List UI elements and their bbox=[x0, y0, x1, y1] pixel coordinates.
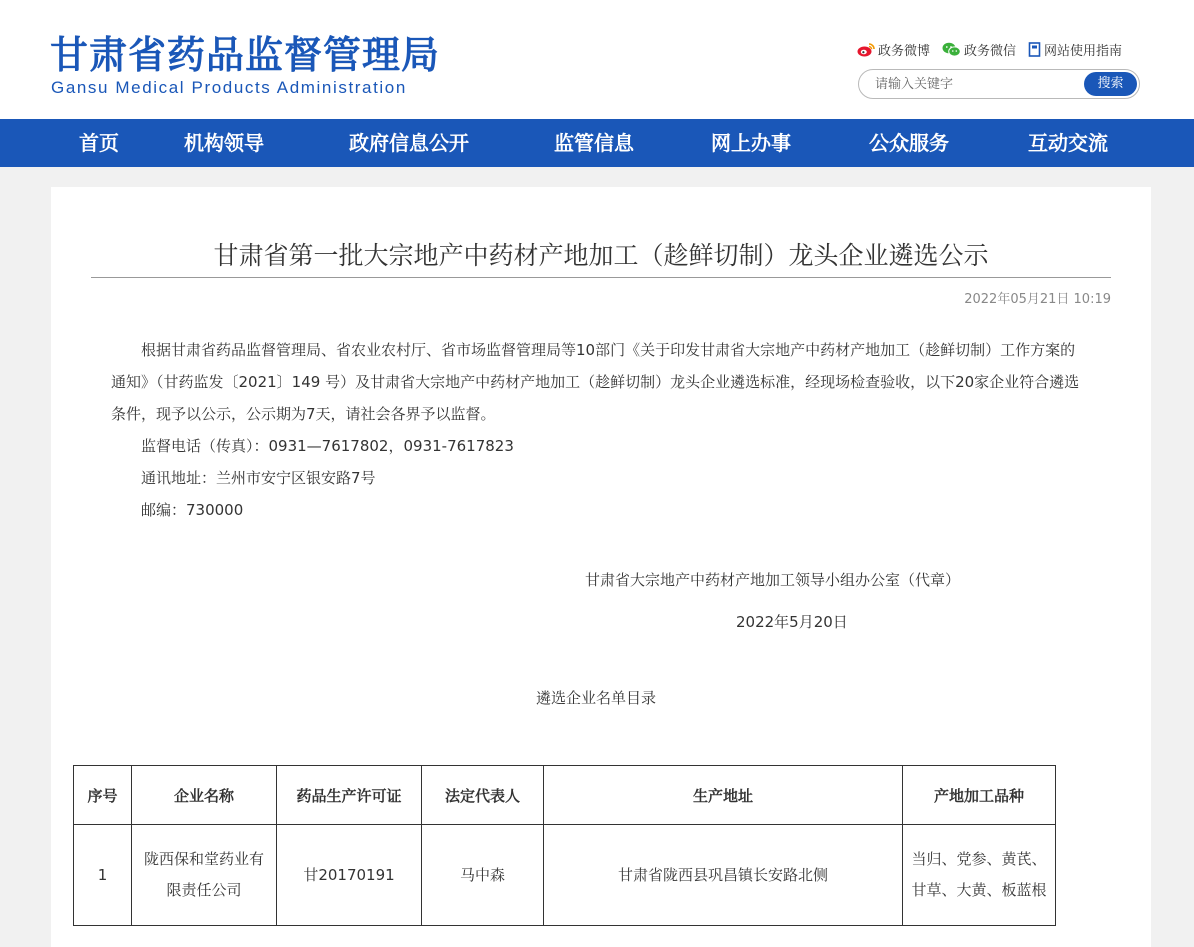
cell-varieties: 当归、党参、黄芪、甘草、大黄、板蓝根 bbox=[903, 825, 1056, 926]
wechat-link[interactable] bbox=[942, 40, 1016, 59]
signature: 甘肃省大宗地产中药材产地加工领导小组办公室（代章） bbox=[585, 571, 961, 589]
cell-company: 陇西保和堂药业有限责任公司 bbox=[132, 825, 277, 926]
nav-item-info-disclosure[interactable]: 政府信息公开 bbox=[349, 131, 469, 155]
cell-license: 甘20170191 bbox=[277, 825, 422, 926]
col-header-index: 序号 bbox=[74, 766, 132, 825]
cell-index: 1 bbox=[74, 825, 132, 926]
guide-link[interactable] bbox=[1028, 40, 1122, 59]
title-divider bbox=[91, 277, 1111, 278]
article-paragraph: 根据甘肃省药品监督管理局、省农业农村厅、省市场监督管理局等10部门《关于印发甘肃省大宗地产中药材产地加工（趁鲜切制）工作方案的通知》（甘药监发〔2021〕149 号）及甘肃省大宗地产中药材产地加工（趁鲜切制）龙头企业遴选标准，经现场检查验收，以下20家企业符合遴选条件，现予以公示，公示期为7天，请社会各界予以监督。 bbox=[111, 341, 1080, 423]
col-header-license: 药品生产许可证 bbox=[277, 766, 422, 825]
article-container bbox=[51, 187, 1151, 947]
col-header-company: 企业名称 bbox=[132, 766, 277, 825]
nav-item-interaction[interactable]: 互动交流 bbox=[1028, 131, 1108, 155]
table-row bbox=[74, 825, 1056, 926]
top-links bbox=[857, 40, 1122, 59]
cell-address: 甘肃省陇西县巩昌镇长安路北侧 bbox=[544, 825, 903, 926]
enterprise-table bbox=[73, 765, 1056, 926]
article-title: 甘肃省第一批大宗地产中药材产地加工（趁鲜切制）龙头企业遴选公示 bbox=[213, 241, 989, 270]
nav-item-public-services[interactable]: 公众服务 bbox=[869, 131, 949, 155]
table-header-row bbox=[74, 766, 1056, 825]
nav-item-regulatory-info[interactable]: 监管信息 bbox=[554, 131, 634, 155]
nav-item-home[interactable]: 首页 bbox=[79, 131, 119, 155]
site-logo-en: Gansu Medical Products Administration bbox=[51, 78, 407, 97]
guide-book-icon bbox=[1028, 42, 1041, 57]
wechat-link-label: 政务微信 bbox=[964, 44, 1017, 59]
main-nav bbox=[0, 119, 1194, 167]
wechat-icon bbox=[942, 42, 961, 57]
weibo-link[interactable] bbox=[857, 40, 930, 59]
col-header-varieties: 产地加工品种 bbox=[903, 766, 1056, 825]
signature-date: 2022年5月20日 bbox=[736, 613, 848, 631]
nav-item-leadership[interactable]: 机构领导 bbox=[184, 131, 264, 155]
site-header bbox=[0, 0, 1194, 119]
search-input[interactable] bbox=[875, 76, 1075, 93]
search-button[interactable]: 搜索 bbox=[1084, 72, 1137, 96]
contact-phone: 监督电话（传真）：0931—7617802，0931-7617823 bbox=[141, 437, 514, 455]
nav-item-online-services[interactable]: 网上办事 bbox=[711, 131, 791, 155]
contact-address: 通讯地址：兰州市安宁区银安路7号 bbox=[141, 469, 376, 487]
list-title: 遴选企业名单目录 bbox=[536, 689, 657, 707]
col-header-legal-rep: 法定代表人 bbox=[422, 766, 544, 825]
contact-postcode: 邮编：730000 bbox=[141, 501, 244, 519]
article-body bbox=[111, 334, 1087, 526]
article-date: 2022年05月21日 10:19 bbox=[964, 292, 1111, 307]
weibo-icon bbox=[857, 42, 875, 57]
site-logo-cn[interactable]: 甘肃省药品监督管理局 bbox=[50, 33, 441, 77]
col-header-address: 生产地址 bbox=[544, 766, 903, 825]
search-box bbox=[858, 69, 1140, 99]
guide-link-label: 网站使用指南 bbox=[1044, 44, 1123, 59]
cell-legal-rep: 马中森 bbox=[422, 825, 544, 926]
weibo-link-label: 政务微博 bbox=[878, 44, 931, 59]
